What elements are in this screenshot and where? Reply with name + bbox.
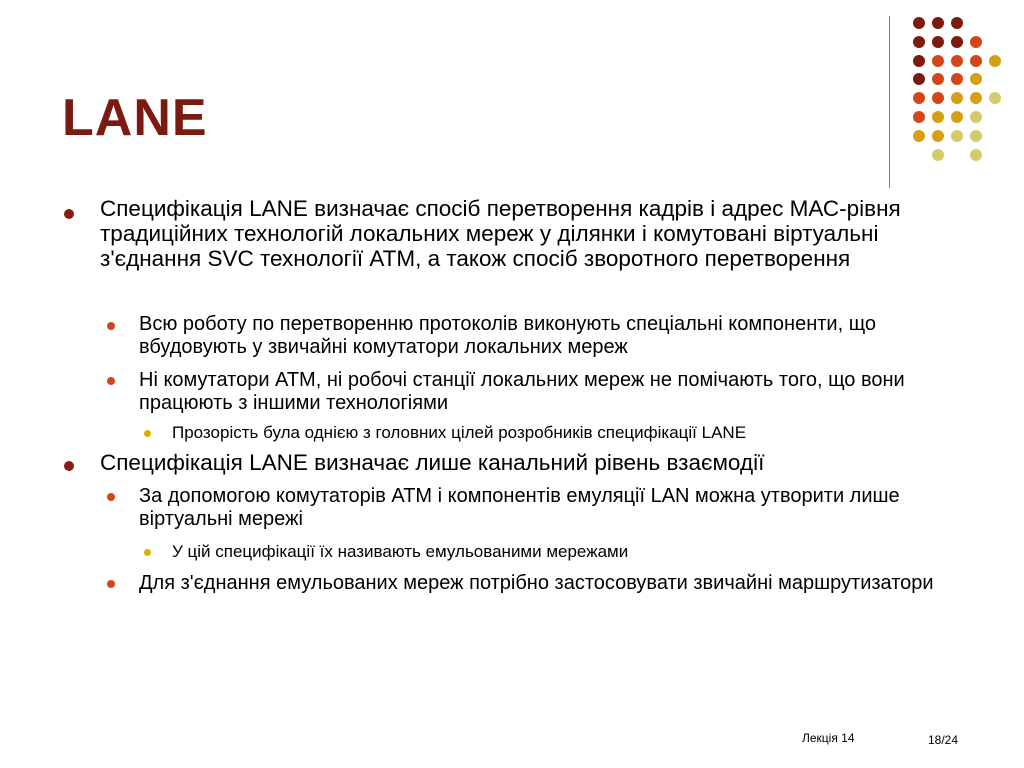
bullet-text: Специфікація LANE визначає спосіб перетворення кадрів і адрес МАС-рівня традиційних технологій локальних мереж у ділянки і комутовані віртуальні з'єднання SVC технології АТМ, а також спосіб зворотного перетворення: [100, 196, 901, 271]
dot: [970, 36, 982, 48]
dot: [913, 36, 925, 48]
dot: [932, 73, 944, 85]
dot: [932, 36, 944, 48]
bullet-text: Ні комутатори АТМ, ні робочі станції локальних мереж не помічають того, що вони працюють з іншими технологіями: [139, 369, 905, 414]
dot: [932, 55, 944, 67]
bullet-marker: [144, 430, 151, 437]
dot: [913, 73, 925, 85]
dot: [970, 111, 982, 123]
dot: [913, 55, 925, 67]
dot: [970, 149, 982, 161]
slide-title: LANE: [62, 89, 208, 147]
dot: [951, 36, 963, 48]
dot: [970, 73, 982, 85]
dot: [970, 92, 982, 104]
dot: [932, 111, 944, 123]
bullet-marker: [144, 549, 151, 556]
bullet-text: Для з'єднання емульованих мереж потрібно застосовувати звичайні маршрутизатори: [139, 572, 934, 594]
dot: [951, 73, 963, 85]
dot: [932, 17, 944, 29]
dot: [970, 55, 982, 67]
dot: [913, 111, 925, 123]
dot: [913, 92, 925, 104]
footer-lecture: Лекція 14: [802, 731, 855, 745]
dot: [951, 55, 963, 67]
dot: [951, 111, 963, 123]
dot: [932, 149, 944, 161]
decorative-dot-grid: [0, 0, 1024, 200]
bullet-text: За допомогою комутаторів АТМ і компонентів емуляції LAN можна утворити лише віртуальні мережі: [139, 485, 900, 530]
dot: [932, 130, 944, 142]
bullet-text: Прозорість була однією з головних цілей розробників специфікації LANE: [172, 423, 747, 442]
dot: [932, 92, 944, 104]
dot: [970, 130, 982, 142]
dot: [989, 92, 1001, 104]
bullet-marker: [107, 322, 115, 330]
bullet-text: Всю роботу по перетворенню протоколів виконують спеціальні компоненти, що вбудовують у звичайні комутатори локальних мереж: [139, 313, 877, 358]
dot: [913, 130, 925, 142]
dot: [951, 92, 963, 104]
bullet-marker: [107, 580, 115, 588]
bullet-text: Специфікація LANE визначає лише канальний рівень взаємодії: [100, 450, 765, 475]
bullet-text: У цій специфікації їх називають емульованими мережами: [172, 542, 629, 561]
footer-page-number: 18/24: [928, 733, 959, 747]
dot: [951, 17, 963, 29]
dot: [951, 130, 963, 142]
dot: [989, 55, 1001, 67]
bullet-marker: [107, 377, 115, 385]
bullet-marker: [107, 493, 115, 501]
bullet-marker: [64, 461, 74, 471]
bullet-marker: [64, 209, 74, 219]
dot: [913, 17, 925, 29]
